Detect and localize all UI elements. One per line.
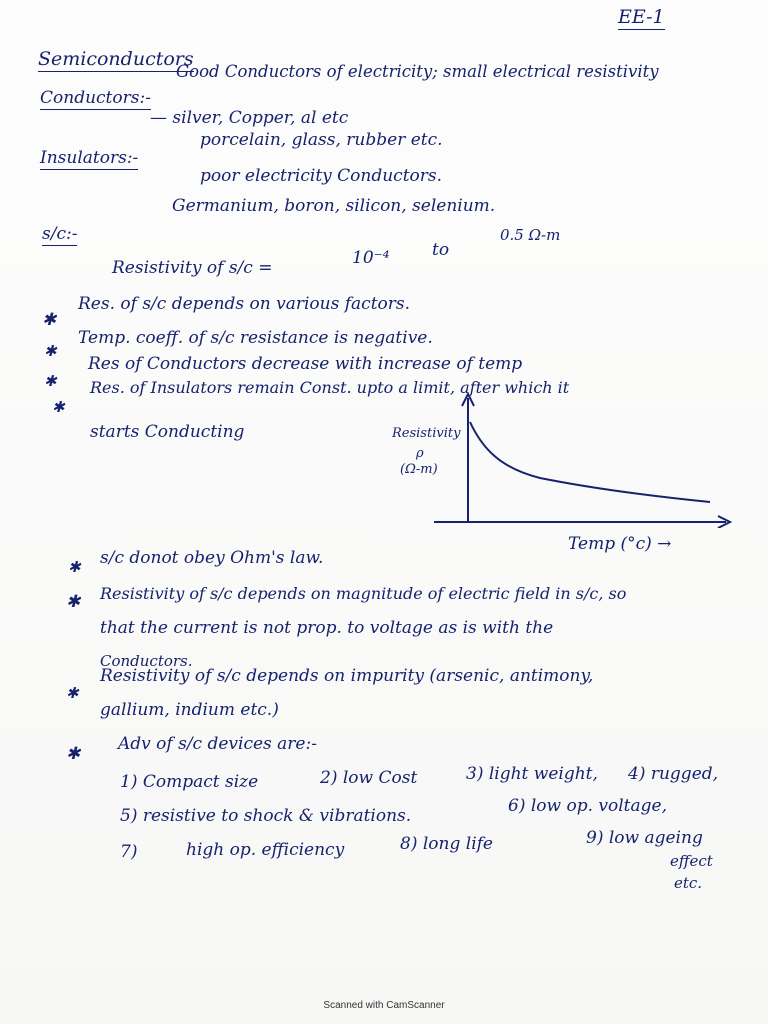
bullet-text: Resistivity of s/c depends on magnitude of electric field in s/c, so — [100, 584, 627, 603]
advantage-item: 6) low op. voltage, — [508, 796, 667, 816]
resistivity-temp-graph — [420, 388, 740, 528]
advantage-item: 2) low Cost — [320, 768, 418, 788]
bullet-text: Res of Conductors decrease with increase of temp — [88, 354, 523, 374]
advantage-item: 4) rugged, — [628, 764, 719, 784]
advantage-etc: etc. — [674, 874, 703, 892]
sc-resistivity-high: 0.5 Ω-m — [500, 226, 561, 244]
sc-resistivity-low: 10⁻⁴ — [352, 248, 390, 268]
advantage-item: 3) light weight, — [466, 764, 598, 784]
bullet-star-icon: ✱ — [44, 342, 57, 360]
bullet-text-continued: gallium, indium etc.) — [100, 700, 279, 720]
insulators-label: Insulators:- — [40, 148, 139, 168]
insulators-property: poor electricity Conductors. — [200, 166, 443, 186]
graph-ylabel-rho: ρ — [416, 446, 424, 461]
advantage-item-number: 7) — [120, 842, 138, 862]
bullet-text: Res. of Insulators remain Const. upto a limit, after which it — [90, 378, 570, 397]
insulators-examples: porcelain, glass, rubber etc. — [200, 130, 443, 150]
conductors-examples: — silver, Copper, al etc — [150, 108, 349, 128]
graph-curve — [470, 422, 710, 502]
sc-label: s/c:- — [42, 224, 78, 244]
bullet-star-icon: ✱ — [52, 398, 65, 416]
bullet-star-icon: ✱ — [44, 372, 57, 390]
conductors-label: Conductors:- — [40, 88, 151, 108]
bullet-star-icon: ✱ — [66, 744, 81, 764]
graph-ylabel-resistivity: Resistivity — [392, 426, 461, 441]
advantage-item: 1) Compact size — [120, 772, 259, 792]
bullet-text: Adv of s/c devices are:- — [118, 734, 317, 754]
bullet-text: Resistivity of s/c depends on impurity (arsenic, antimony, — [100, 666, 594, 686]
sc-resistivity-to: to — [432, 240, 450, 260]
advantage-item: 5) resistive to shock & vibrations. — [120, 806, 412, 826]
bullet-text-continued: starts Conducting — [90, 422, 245, 442]
advantage-item: 9) low ageing — [586, 828, 703, 848]
advantage-item-continued: effect — [670, 852, 713, 870]
page-title: Semiconductors — [38, 48, 194, 70]
sc-resistivity-prefix: Resistivity of s/c = — [112, 258, 273, 278]
bullet-text: Res. of s/c depends on various factors. — [78, 294, 411, 314]
sc-examples: Germanium, boron, silicon, selenium. — [172, 196, 496, 216]
bullet-text-continued: that the current is not prop. to voltage as is with the — [100, 618, 554, 638]
scanner-watermark: Scanned with CamScanner — [323, 1000, 445, 1011]
bullet-star-icon: ✱ — [68, 558, 81, 576]
bullet-star-icon: ✱ — [42, 310, 57, 330]
bullet-text: s/c donot obey Ohm's law. — [100, 548, 324, 568]
advantage-item: high op. efficiency — [186, 840, 345, 860]
bullet-text-continued: Conductors. — [100, 652, 193, 670]
graph-ylabel-unit: (Ω-m) — [400, 462, 438, 477]
bullet-star-icon: ✱ — [66, 592, 81, 612]
bullet-star-icon: ✱ — [66, 684, 79, 702]
graph-xlabel: Temp (°c) → — [568, 534, 672, 554]
page-code: EE-1 — [618, 6, 665, 28]
conductors-definition: Good Conductors of electricity; small electrical resistivity — [176, 62, 659, 81]
bullet-text: Temp. coeff. of s/c resistance is negative. — [78, 328, 433, 348]
advantage-item: 8) long life — [400, 834, 493, 854]
